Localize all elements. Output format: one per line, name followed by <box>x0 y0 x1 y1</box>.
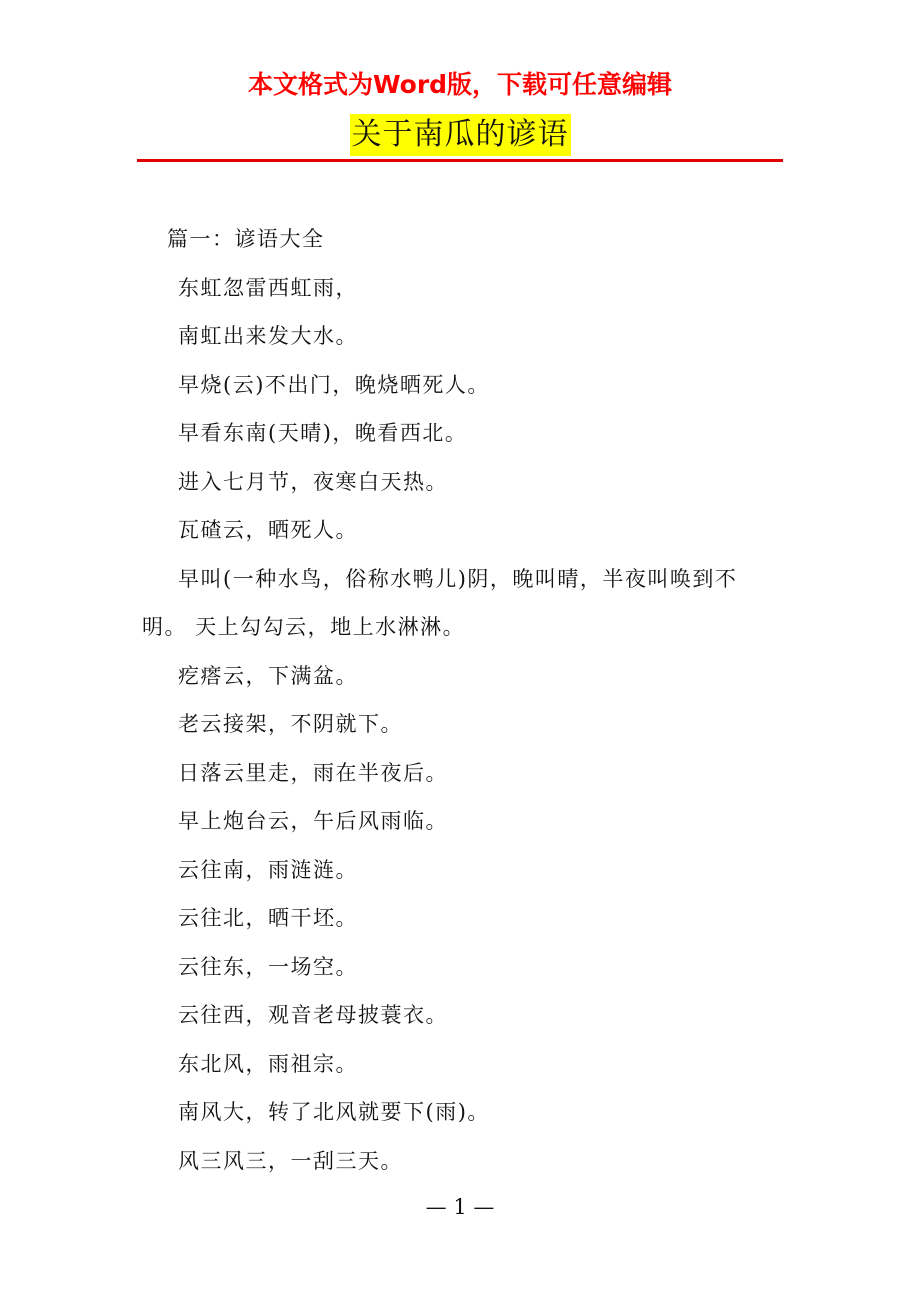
format-notice: 本文格式为Word版，下载可任意编辑 <box>247 70 673 99</box>
proverb-line: 明。 天上勾勾云，地上水淋淋。 <box>142 615 466 639</box>
proverb-line: 云往西，观音老母披蓑衣。 <box>178 1003 448 1027</box>
proverb-line: 日落云里走，雨在半夜后。 <box>178 760 448 785</box>
document-body <box>142 215 784 1185</box>
proverb-line: 早看东南(天晴)，晚看西北。 <box>178 421 468 445</box>
proverb-line: 云往北，晒干坯。 <box>178 906 358 930</box>
proverb-line: 进入七月节，夜寒白天热。 <box>178 469 448 494</box>
proverb-line: 南风大，转了北风就要下(雨)。 <box>178 1100 490 1124</box>
page-number: — 1 — <box>425 1195 495 1219</box>
proverb-line: 云往南，雨涟涟。 <box>178 857 358 882</box>
proverb-line: 早上炮台云，午后风雨临。 <box>178 809 448 833</box>
proverb-line: 风三风三，一刮三天。 <box>178 1148 403 1173</box>
proverb-line: 东北风，雨祖宗。 <box>178 1051 358 1076</box>
section-heading: 篇一：谚语大全 <box>167 227 325 251</box>
proverb-line: 南虹出来发大水。 <box>178 324 358 348</box>
title-container <box>0 114 920 156</box>
proverb-line: 早烧(云)不出门，晚烧晒死人。 <box>178 372 490 397</box>
proverb-line: 早叫(一种水鸟，俗称水鸭儿)阴，晚叫晴，半夜叫唤到不 <box>178 566 738 591</box>
document-title: 关于南瓜的谚语 <box>350 114 571 156</box>
proverb-line: 疙瘩云，下满盆。 <box>178 663 358 688</box>
proverb-line: 云往东，一场空。 <box>178 954 358 979</box>
proverb-line: 东虹忽雷西虹雨， <box>178 275 358 300</box>
proverb-line: 老云接架，不阴就下。 <box>178 712 403 736</box>
title-divider <box>137 159 783 162</box>
proverb-line: 瓦碴云，晒死人。 <box>178 518 358 542</box>
